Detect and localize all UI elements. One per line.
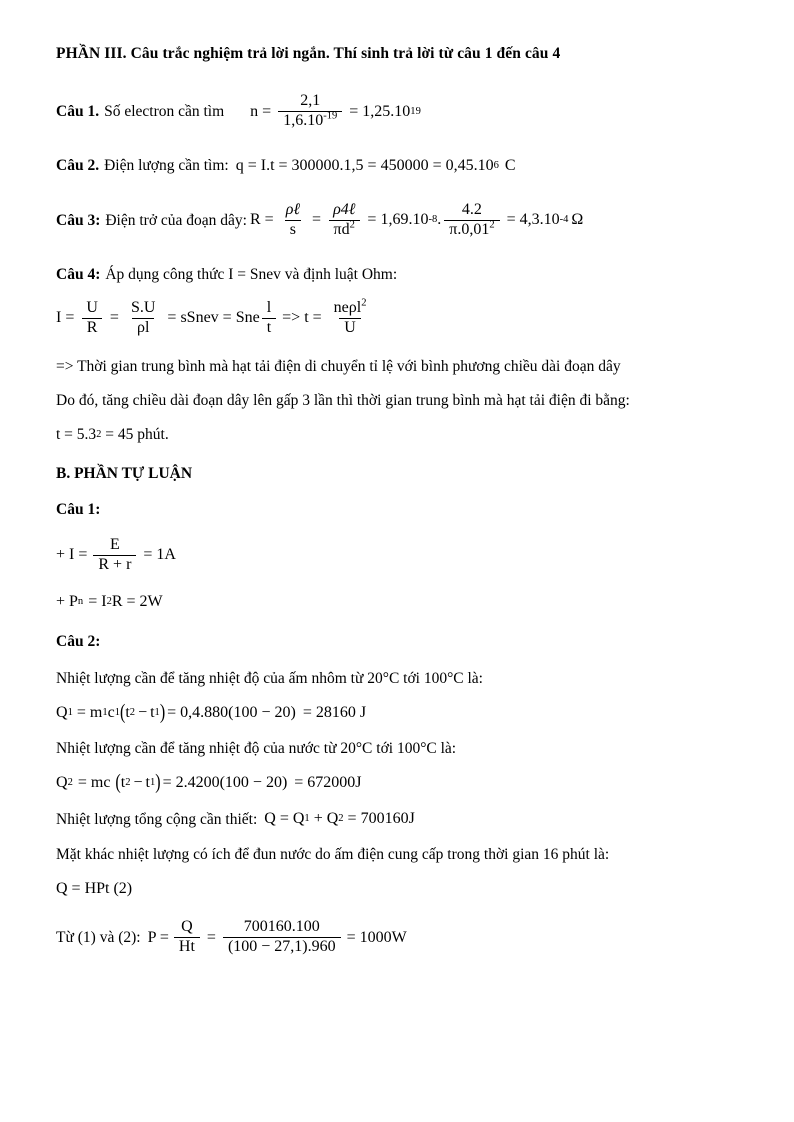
q2f1-t2-base: t [125,704,130,722]
question-2-label: Câu 2. [56,157,100,175]
q2f3-plus: + Q [313,810,339,828]
partB-q2-final-row [56,919,738,956]
question-4-conclusion-2: Do đó, tăng chiều dài đoạn dây lên gấp 3 lần thì thời gian trung bình mà hạt tải điện đi bằng: [56,391,630,409]
q4-f4-num-exponent: 2 [361,297,367,309]
q4-fraction-1 [81,300,103,337]
q2f1-c-base: c [107,704,115,722]
q2f2-t1-base: t [145,774,150,792]
partB-q2-text-5: Từ (1) và (2): [56,928,141,946]
q4-fraction-4 [329,297,372,337]
q3-f2-denominator [329,220,360,239]
partB-q2-text-1: Nhiệt lượng cần để tăng nhiệt độ của ấm nhôm từ 20°C tới 100°C là: [56,669,483,687]
partB-q2-formula-2: Q 2 = mc ( t 2 − t 1 ) = 2.4200(100 − 20) = 672000J [56,773,362,793]
q2f1-t1-base: t [150,704,155,722]
q2f1-paren-close: ) [159,700,166,724]
q2f2-mid: = 2.4200(100 − 20) [162,774,288,792]
question-4-conclusion-3-row: t = 5.3 2 = 45 phút. [56,425,169,443]
q2f5-fraction-2 [223,919,341,956]
question-3-text: Điện trở của đoạn dây: [105,211,247,229]
question-2-text: Điện lượng cần tìm: [104,157,229,175]
q4-f4-denominator: U [339,318,361,337]
question-3-row [56,202,738,239]
q1-fraction [278,93,342,130]
q1-result-base: 1,25.10 [362,102,411,120]
q4-conclusion3-base: t = 5.3 [56,425,97,443]
q2f1-result: = 28160 J [302,704,367,722]
q4-f4-num-base: neρl [333,298,362,316]
q3-fraction-1 [281,202,305,239]
q2f5-fraction-1 [174,919,200,956]
q3-fraction-2 [328,202,360,239]
q4-f1-denominator: R [82,318,103,337]
partB-q2-formula-5 [148,919,407,956]
question-4-conclusion-1: => Thời gian trung bình mà hạt tải điện di chuyển tỉ lệ với bình phương chiều dài đoạn dây [56,357,621,375]
q3-f2-den-base: πd [333,220,350,238]
partB-q2-formula-2-row [56,773,738,793]
partB-q2-formula-3: Q = Q 1 + Q 2 = 700160J [264,810,415,828]
q3-f1-denominator: s [285,220,301,239]
question-4-formula: I = $\frac{U}{R}$ = $\frac{S.U}{\rho l}$ = sSnev = Sne $\frac{l}{t}$ => t = $\frac{ne\rho l^2}{U}$ [56,300,374,337]
question-4-label: Câu 4: [56,265,101,283]
q4-mid-2: Sne [235,309,260,327]
q3-f3-numerator: 4.2 [461,200,482,218]
question-1-row [56,93,738,130]
q4-f1-numerator: U [86,298,98,316]
q3-fraction-3 [444,202,499,239]
question-1-formula: n = $\frac{2,1}{1,6.10^{-19}}$ = 1,25.10 19 [250,92,421,130]
q2f5-eq: = [206,928,216,946]
q2f5-f2-denominator: (100 − 27,1).960 [223,937,341,956]
q2f2-paren-close: ) [155,771,161,794]
q4-f2-denominator: ρl [132,318,154,337]
q1-frac-denominator [278,111,342,130]
q4-fraction-3 [262,300,276,337]
q2f1-mid: = 0,4.880(100 − 20) [167,704,296,722]
q3-mid-base: 1,69.10 [380,211,429,229]
q2-unit: C [504,156,516,174]
partB-q2-formula-1-row [56,700,738,724]
q3-f2-den-exponent: 2 [349,219,355,231]
question-1-label: Câu 1. [56,102,100,120]
partB-q2-formula-1: Q 1 = m 1 c 1 ( t 2 − t 1 ) = 0,4.880(100 − 20) = 28160 J [56,703,366,723]
partB-q1-formula-1 [56,537,176,574]
question-3-label: Câu 3: [56,211,101,229]
q2f5-f2-numerator: 700160.100 [243,918,320,936]
q2f1-eq: = [76,704,86,722]
q2f5-result: = 1000W [346,928,407,946]
partB-q2-text-4: Mặt khác nhiệt lượng có ích để đun nước do ấm điện cung cấp trong thời gian 16 phút là: [56,846,610,864]
partB-q2-total-row [56,809,738,829]
q3-result-base: 4,3.10 [519,211,560,229]
q2f1-lhs-base: Q [56,704,68,722]
q1-lhs: n [250,102,259,120]
partB-q2-formula-4-row [56,879,738,899]
q4-lhs: I [56,309,62,327]
q4-mid-1: sSnev [180,309,219,327]
q2f5-f1-denominator: Ht [174,937,200,956]
partB-q2-text-2: Nhiệt lượng cần để tăng nhiệt độ của nước từ 20°C tới 100°C là: [56,740,457,758]
partB-q1-f2-tail: R = 2W [111,592,163,610]
question-4-row [56,265,738,284]
q3-f3-den-base: π.0,01 [449,220,490,238]
q1-frac-den-base: 1,6.10 [283,112,324,130]
q2f3-result: = 700160J [347,810,415,828]
question-4-formula-row [56,297,738,337]
partB-question-2-label: Câu 2: [56,632,101,650]
q3-unit: Ω [571,211,584,229]
q4-conclusion3-tail: = 45 phút. [105,425,169,443]
q3-lhs: R [249,211,261,229]
q3-f3-denominator [444,220,499,239]
q2f1-minus: − [138,704,148,722]
q2f2-paren-open: ( [115,771,121,794]
q4-f2-numerator: S.U [130,298,156,316]
q2f5-lhs: P = [147,928,169,946]
partB-q2-formula-4: Q = HPt (2) [56,880,133,898]
q2f1-paren-open: ( [120,700,126,724]
q3-f3-den-exponent: 2 [489,219,495,231]
q1-frac-numerator: 2,1 [300,92,321,110]
partB-q1-fraction [93,537,136,574]
q1-eq2: = [349,102,359,120]
q2f3-q: Q = Q [264,810,305,828]
partB-q1-f1-prefix: + I = [56,546,88,564]
partB-q1-formula-2: + P n = I 2 R = 2W [56,592,163,610]
partB-q1-f2-prefix: + P [56,592,78,610]
partB-q1-f2-eq: = I [88,592,107,610]
question-4-text: Áp dụng công thức I = Snev và định luật Ohm: [105,265,398,283]
q2f2-t2-base: t [120,774,126,792]
q4-f3-denominator: t [262,318,276,337]
partB-q2-text-3: Nhiệt lượng tổng cộng cần thiết: [56,810,258,828]
part3-heading: PHẦN III. Câu trắc nghiệm trả lời ngắn. Thí sinh trả lời từ câu 1 đến câu 4 [56,45,561,62]
q2f2-result: = 672000J [294,774,362,792]
partB-q1-line2-row [56,592,738,612]
q2f1-m-base: m [89,704,103,722]
partB-q1-frac-denominator: R + r [93,555,136,574]
q4-f3-numerator: l [266,298,272,316]
question-3-formula: R = $\frac{\text{ρℓ}}{s}$ = $\frac{\text{ρ4ℓ}}{\pi d^2}$ = 1,69.10 -8 . $\frac{4.2}{\pi.0,01^2}$ = 4,3.10 -4 Ω [249,200,584,238]
q2f2-minus: − [133,774,143,792]
partB-q1-f1-result: = 1A [143,546,176,564]
partB-q1-frac-numerator: E [110,535,120,553]
q4-fraction-2 [126,300,160,337]
question-1-text: Số electron cần tìm [104,102,225,120]
partB-heading: B. PHẦN TỰ LUẬN [56,465,193,483]
q4-arrow: => t = [282,309,322,327]
q2-expression: q = I.t = 300000.1,5 = 450000 = 0,45.10 [235,156,494,174]
q1-eq1: = [262,102,272,120]
question-2-row [56,156,738,176]
q2f2-eq: = mc [77,774,111,792]
q2f5-f1-numerator: Q [181,918,193,936]
partB-question-1-label: Câu 1: [56,500,101,518]
question-2-formula: q = I.t = 300000.1,5 = 450000 = 0,45.10 6 C [235,156,516,174]
q4-f4-numerator [329,297,372,318]
q3-f1-numerator: ρℓ [285,200,301,218]
partB-q1-line1-row [56,537,738,574]
q2f2-lhs-base: Q [56,774,68,792]
q3-f2-numerator: ρ4ℓ [333,200,356,218]
q1-frac-den-exponent: -19 [323,110,338,122]
